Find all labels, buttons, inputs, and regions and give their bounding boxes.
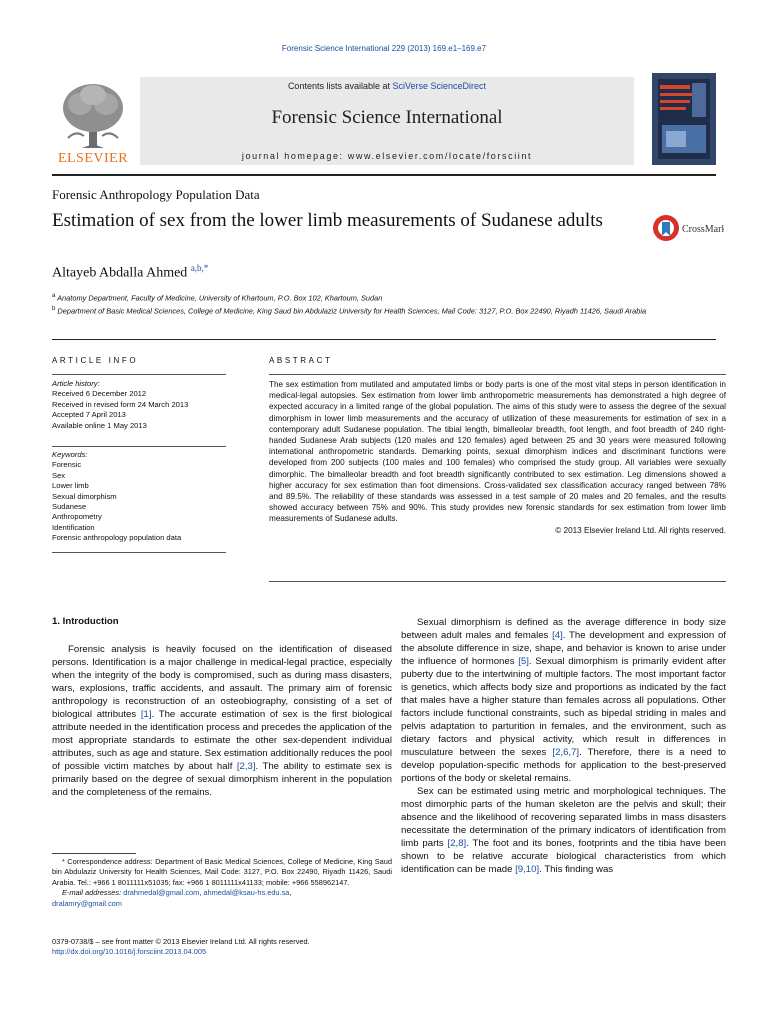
elsevier-logo [52,78,134,164]
citation-link[interactable]: [4] [552,630,563,641]
text-run: . The ability to estimate sex is primarily based on the degree of sexual dimorphism inherent in the population and the completeness of the remains. [52,761,392,798]
history-online: Available online 1 May 2013 [52,420,147,430]
sciencedirect-link[interactable]: SciVerse ScienceDirect [392,81,487,91]
section-heading-introduction: 1. Introduction [52,616,119,627]
citation-link[interactable]: [9,10] [515,864,540,875]
email-addresses [52,888,392,898]
footnote-rule [52,853,136,854]
issn-line [52,937,412,958]
affiliation-b [52,304,672,317]
article-info-rule-mid [52,446,226,447]
masthead [140,77,634,165]
text-run: . The development and expression of the absolute difference in size, shape, and behavior is known to arise under the influence of hormones [401,630,726,667]
homepage-prefix: journal homepage: [241,151,348,161]
body-paragraph [52,643,392,799]
email-link[interactable]: drahmedal@gmail.com [123,888,200,898]
article-type: Forensic Anthropology Population Data [52,187,260,202]
affiliation-b-text: Department of Basic Medical Sciences, College of Medicine, King Saud bin Abdulaziz University for Health Sciences, Mail Code: 3127, P.O. Box 22490, Riyadh 11426, Saudi Arabia [57,306,647,316]
abstract-body: The sex estimation from mutilated and amputated limbs or body parts is one of the most vital steps in person identification in medical-legal autopsies. Sex estimation from lower limb anthropometric measurements has demonstrated a high degree of expected accuracy in a limited range of the global population. The aims of this study were to assess the degree of the sexual dimorphism in lower limb measurements and the accuracy of utilization of these measurements for estimation of sex in a contemporary adult Sudanese population. The tibial length, bimalleolar breadth, foot length, and foot breadth of 240 right-handed Sudanese Arab subjects (120 males and 120 females) aged between 25 and 30 years were measured following international anthropometric standards. Demarking points, sexual dimorphism indices and discriminant functions were developed from 200 subjects (100 males and 100 females) who comprised the study group. All variables were sexually dimorphic. The bimalleolar breadth and foot breadth significantly contributed to sex estimation. Leg dimensions showed a higher accuracy for sex estimation than foot dimensions. Cross-validated sex classification accuracy ranged between 78% and 89.5%. The reliability of these standards was assessed in a test sample of 20 males and 20 females, and the results showed accuracy between 75% and 90%. This study provides new forensic standards for sex estimation from lower limb measurements of Sudanese adults. [269,380,726,524]
citation-link[interactable]: [2,8] [447,838,467,849]
history-accepted: Accepted 7 April 2013 [52,410,126,420]
article-info-heading: ARTICLE INFO [52,356,139,365]
abstract-rule-top [269,374,726,375]
contents-prefix: Contents lists available at [287,81,393,91]
text-run: Forensic analysis is heavily focused on the identification of diseased persons. Identification is a major challenge in medical-legal practice, especially when the integrity of the body is compromised, such as during mass disasters, wars, explosions, traffic accidents, and assault. The primary aim of forensic anthropology is reconstruction of an osteobiography, consisting of a set of biological attributes [52,644,392,720]
keywords-label: Keywords: [52,450,88,459]
article-history [52,379,226,431]
abstract-heading: ABSTRACT [269,356,333,365]
affiliation-b-mark: b [52,305,56,312]
journal-cover-art [652,73,716,165]
homepage-link[interactable]: www.elsevier.com/locate/forsciint [347,151,533,161]
crossmark-icon [652,212,724,244]
author-name: Altayeb Abdalla Ahmed [52,265,188,281]
keyword-item: Forensic anthropology population data [52,533,182,543]
email-label: E-mail addresses: [62,888,124,898]
elsevier-tree-icon [52,78,134,164]
body-column-right [401,616,726,876]
text-run: . The foot and its bones, footprints and the tibia have been shown to be relative accurate biological characteristics from which identification can be made [401,838,726,875]
text-run: Sex can be estimated using metric and morphological techniques. The most dimorphic parts of the human skeleton are the pelvis and skull; their absence and the likelihood of recovering separated limbs in mass disasters necessitate the determination of the primary indicators of identification from limb parts [401,786,726,849]
doi-link[interactable]: http://dx.doi.org/10.1016/j.forsciint.2013.04.005 [52,947,207,957]
citation-link[interactable]: [2,6,7] [552,747,580,758]
affiliation-a-text: Anatomy Department, Faculty of Medicine, University of Khartoum, P.O. Box 102, Khartoum, Sudan [57,293,383,303]
affiliation-a-mark: a [52,293,56,299]
correspondence-text: * Correspondence address: Department of Basic Medical Sciences, College of Medicine, King Saud bin Abdulaziz University for Health Sciences, Mail Code: 3127, P.O. Box 22490, Riyadh 11426, Saudi Arabia. Tel.: +966 1 8011111x51035; fax: +966 1 8011111x41133; mobile: +966 558962147. [52,857,392,887]
journal-citation[interactable]: Forensic Science International 229 (2013) 169.e1–169.e7 [281,44,487,53]
abstract-rule-bottom [269,581,726,582]
article-info-rule-top [52,374,226,375]
author-affiliation-marks[interactable]: a,b,* [190,263,209,273]
history-label: Article history: [52,379,100,388]
affiliations [52,291,672,317]
journal-homepage [140,151,634,161]
keyword-item: Lower limb [52,481,89,491]
keyword-item: Sexual dimorphism [52,491,117,501]
info-divider [52,339,716,340]
contents-line [140,81,634,91]
history-revised: Received in revised form 24 March 2013 [52,399,189,409]
body-paragraph [401,616,726,785]
crossmark-badge[interactable] [652,212,724,244]
email-link[interactable]: ahmedal@ksau-hs.edu.sa [203,888,290,898]
abstract [269,379,726,536]
publisher-name: ELSEVIER [57,151,129,164]
body-column-left [52,643,392,799]
citation-link[interactable]: [1] [140,709,152,720]
text-run: Sexual dimorphism is defined as the average difference in body size between adult males and females [401,617,726,641]
issn-text: 0379-0738/$ – see front matter © 2013 Elsevier Ireland Ltd. All rights reserved. [52,937,310,946]
text-run: . This finding was [539,864,614,875]
email-link[interactable]: dralamry@gmail.com [52,898,122,908]
email-separator: , [289,888,292,898]
keyword-item: Forensic [52,460,82,470]
citation-link[interactable]: [2,3] [236,761,256,772]
keywords [52,450,226,544]
email-separator: , [199,888,204,898]
keyword-item: Identification [52,522,95,532]
text-run: . Sexual dimorphism is primarily evident after puberty due to the intertwining of multiple factors. The most important factor is genetics, which affects body size and proportions as indicated by the fact that males have a higher stature than females across all populations. Other factors include functional constraints, such as bipedal striding in males and pelvis adaptation to parturition in females, and the environment, such as dietary factors and physical activity, which result in differences in musculature between the sexes [401,656,726,758]
journal-cover-image [652,73,716,165]
affiliation-a [52,291,672,304]
keyword-item: Anthropometry [52,512,102,522]
citation-link[interactable]: [5] [518,656,529,667]
history-received: Received 6 December 2012 [52,389,147,399]
article-title: Estimation of sex from the lower limb measurements of Sudanese adults [52,210,603,231]
journal-name: Forensic Science International [271,107,503,128]
article-info-rule-bottom [52,552,226,553]
correspondence-footnote [52,857,392,909]
keyword-item: Sudanese [52,502,87,512]
author-line [52,263,208,282]
body-paragraph [401,785,726,876]
abstract-copyright: © 2013 Elsevier Ireland Ltd. All rights reserved. [555,525,726,535]
text-run: . The accurate estimation of sex is the first biological attribute needed in the identification process and precedes the application of the most appropriate standards to estimate the other sex-dependent individual attributes, such as age and stature. Sex estimation additionally reduces the pool of possible victim matches by about half [52,709,392,772]
email-address-3 [52,899,392,909]
keyword-item: Sex [52,470,66,480]
crossmark-label: CrossMark [682,224,724,235]
text-run: . Therefore, there is a need to develop population-specific methods for application to the best-preserved portions of the body or skeletal remains. [401,747,727,784]
masthead-rule [52,174,716,176]
